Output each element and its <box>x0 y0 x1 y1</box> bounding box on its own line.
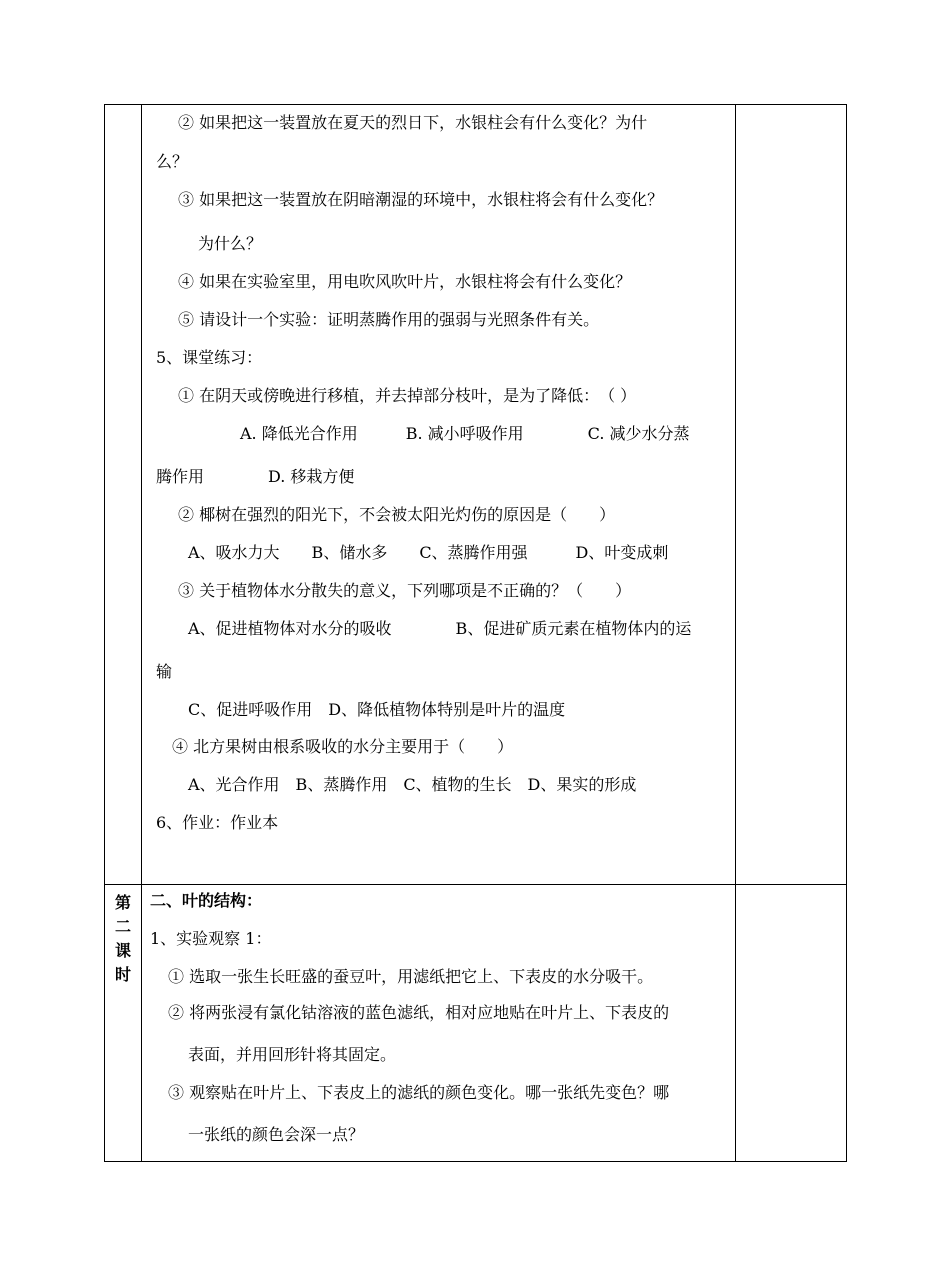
content-cell-leaf-structure <box>142 885 736 1162</box>
side-cell-lesson <box>105 885 142 1162</box>
text-line: ① 选取一张生长旺盛的蚕豆叶，用滤纸把它上、下表皮的水分吸干。 <box>168 967 654 986</box>
lesson-label: 第二课时 <box>114 893 131 984</box>
options-3-cont: 输 <box>156 662 173 681</box>
table-row <box>105 885 847 1162</box>
remarks-cell <box>736 885 847 1162</box>
table-row <box>105 105 847 885</box>
question-4: ④ 北方果树由根系吸收的水分主要用于（ ） <box>172 737 514 756</box>
text-line: 为什么？ <box>198 234 263 253</box>
remarks-cell <box>736 105 847 885</box>
section-heading: 二、叶的结构： <box>150 891 263 910</box>
homework-line: 6、作业：作业本 <box>156 813 279 832</box>
text-line: ③ 如果把这一装置放在阴暗潮湿的环境中，水银柱将会有什么变化？ <box>178 190 664 209</box>
text-line: ③ 观察贴在叶片上、下表皮上的滤纸的颜色变化。哪一张纸先变色？哪 <box>168 1083 670 1102</box>
question-3: ③ 关于植物体水分散失的意义，下列哪项是不正确的？（ ） <box>178 581 632 600</box>
text-line: ② 如果把这一装置放在夏天的烈日下，水银柱会有什么变化？为什 <box>178 113 648 132</box>
options-1-cont: 腾作用 D. 移栽方便 <box>156 467 355 486</box>
text-line: 1、实验观察 1： <box>150 929 272 948</box>
text-line: ⑤ 请设计一个实验：证明蒸腾作用的强弱与光照条件有关。 <box>178 310 600 329</box>
options-2: A、吸水力大 B、储水多 C、蒸腾作用强 D、叶变成刺 <box>188 543 669 562</box>
content-cell-exercises <box>142 105 736 885</box>
lesson-plan-table <box>104 104 847 1162</box>
options-3b: C、促进呼吸作用 D、降低植物体特别是叶片的温度 <box>188 700 566 719</box>
text-line: ② 将两张浸有氯化钴溶液的蓝色滤纸，相对应地贴在叶片上、下表皮的 <box>168 1003 670 1022</box>
question-1: ① 在阴天或傍晚进行移植，并去掉部分枝叶，是为了降低： （ ） <box>178 386 637 405</box>
options-1: A. 降低光合作用 B. 减小呼吸作用 C. 减少水分蒸 <box>240 424 690 443</box>
question-2: ② 椰树在强烈的阳光下，不会被太阳光灼伤的原因是（ ） <box>178 505 616 524</box>
options-4: A、光合作用 B、蒸腾作用 C、植物的生长 D、果实的形成 <box>188 775 637 794</box>
text-line: 表面，并用回形针将其固定。 <box>188 1045 397 1064</box>
options-3: A、促进植物体对水分的吸收 B、促进矿质元素在植物体内的运 <box>188 619 692 638</box>
side-cell-empty <box>105 105 142 885</box>
section-heading: 5、课堂练习： <box>156 348 263 367</box>
text-line: 一张纸的颜色会深一点？ <box>188 1125 365 1144</box>
text-line: 么？ <box>156 152 189 171</box>
text-line: ④ 如果在实验室里，用电吹风吹叶片，水银柱将会有什么变化？ <box>178 272 632 291</box>
